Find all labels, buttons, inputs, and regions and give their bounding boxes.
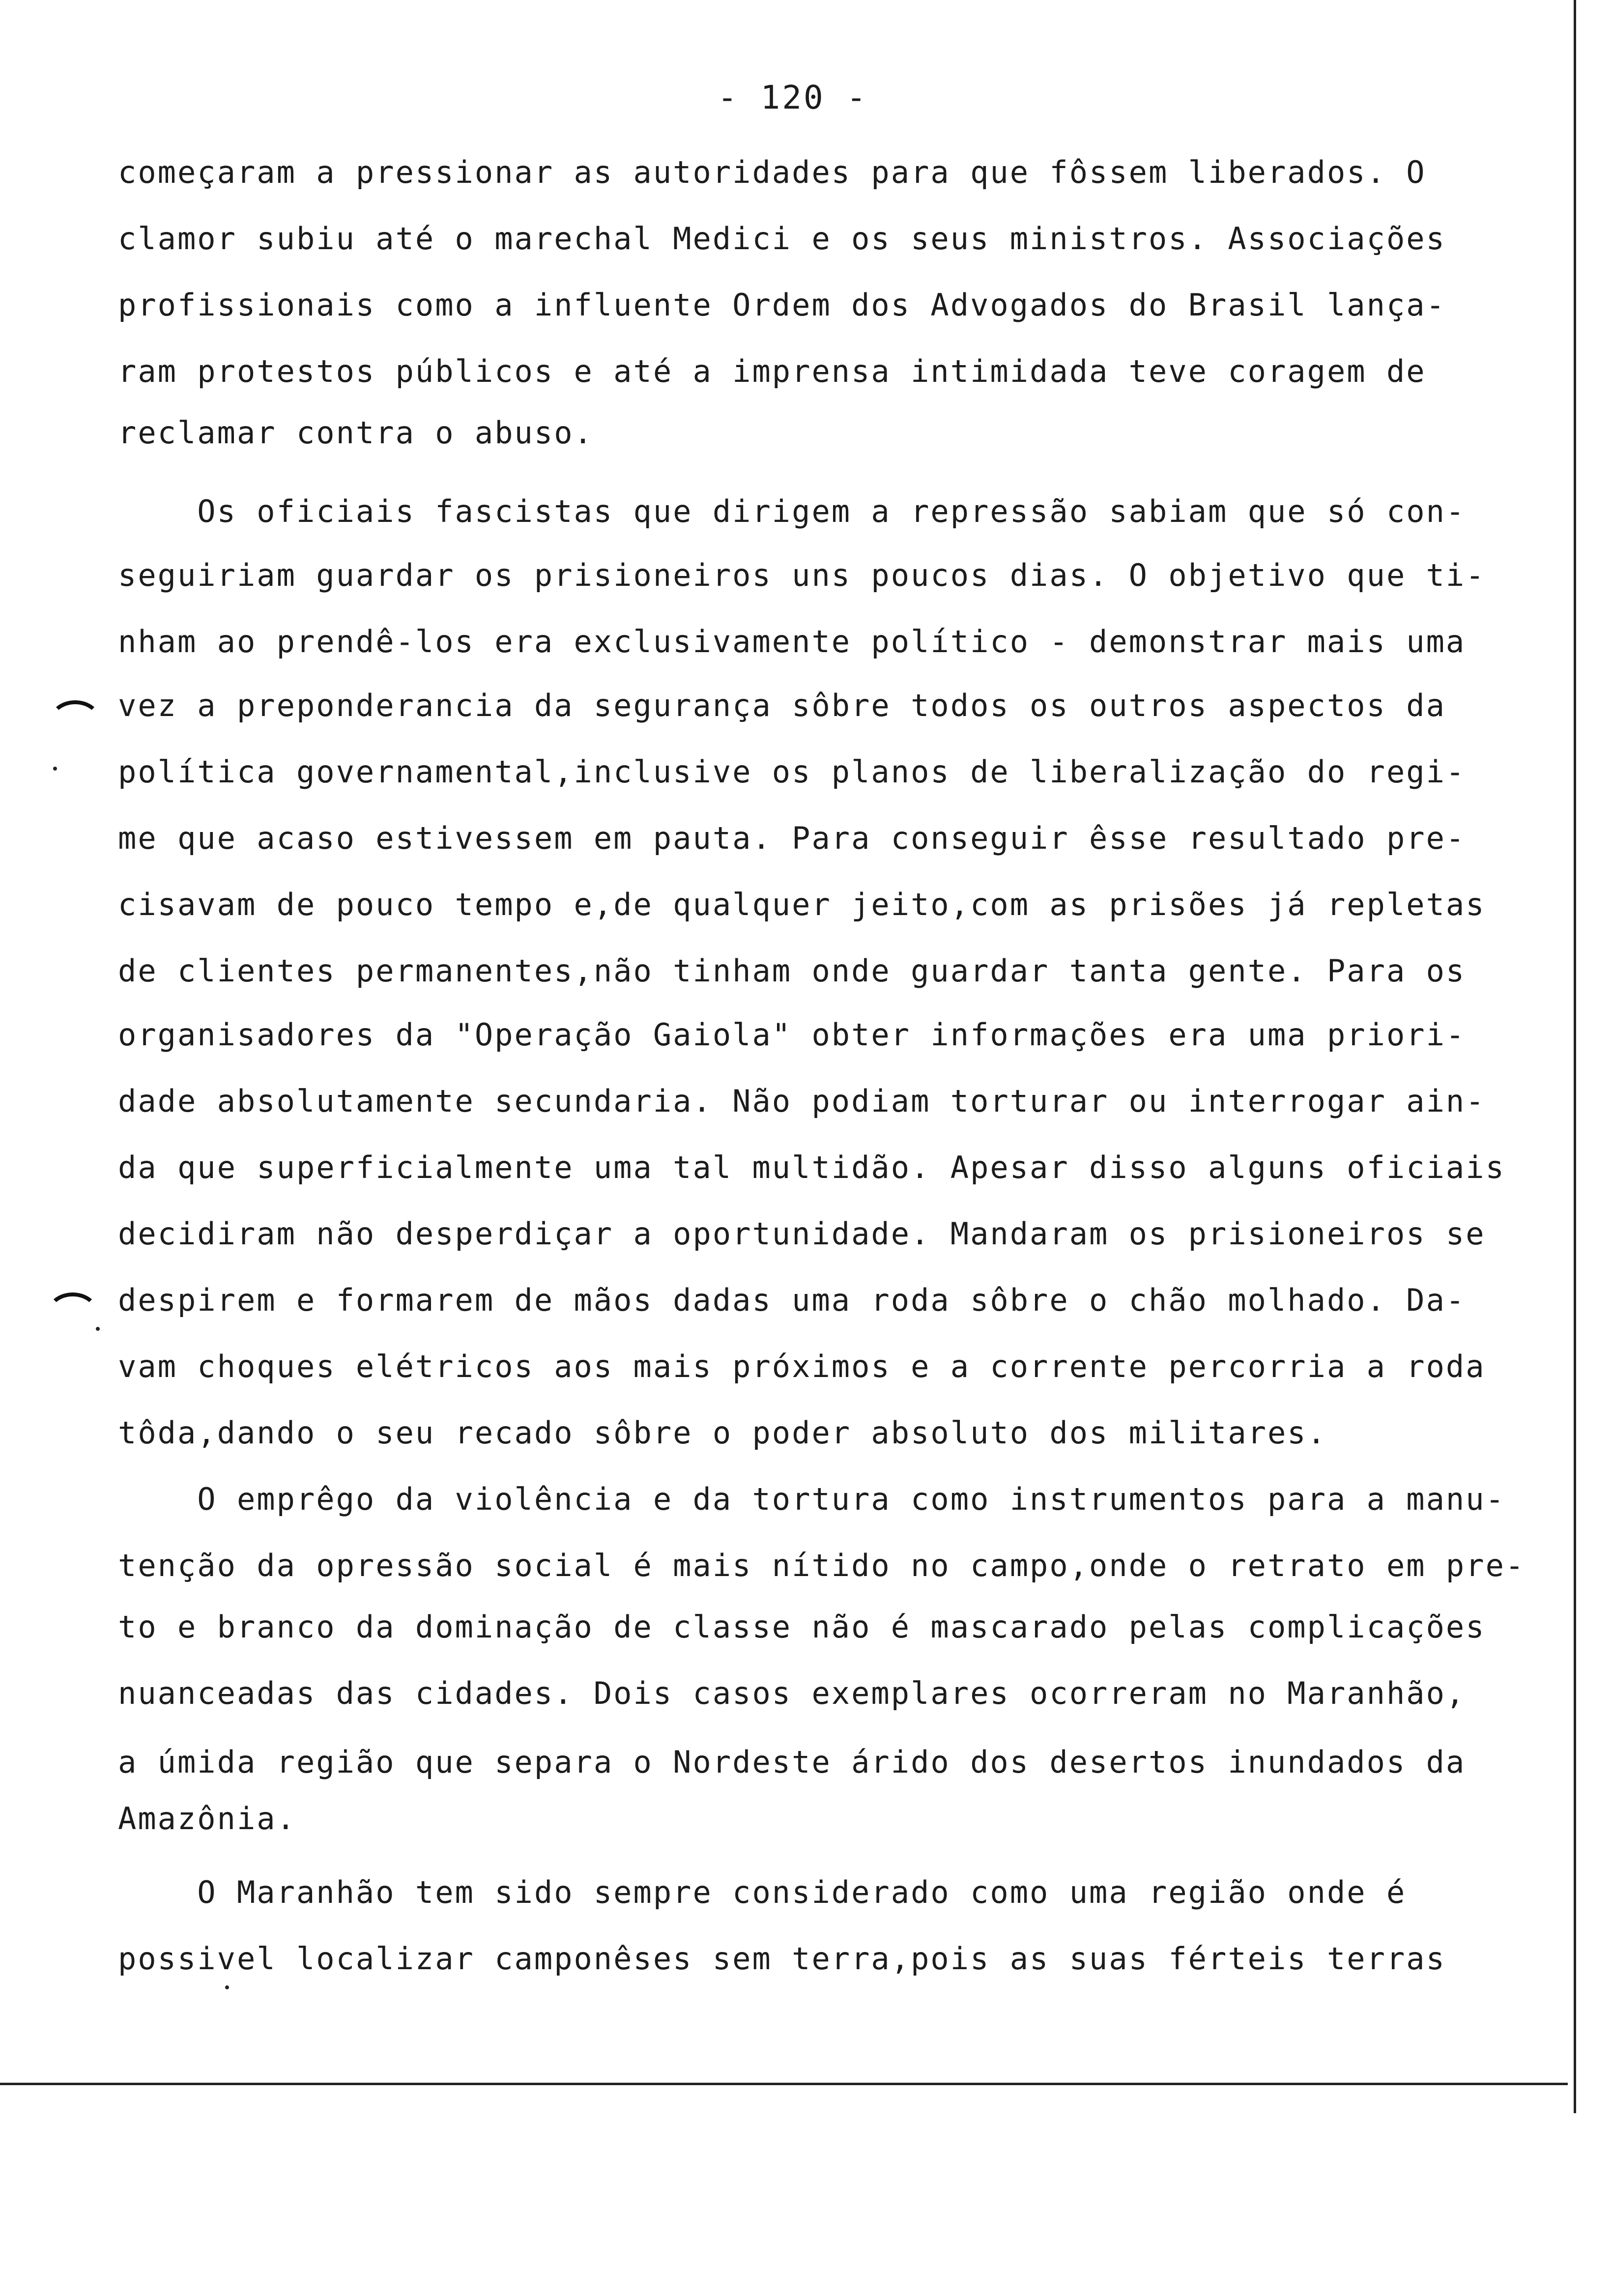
ink-speck [53, 767, 57, 771]
text-line: Amazônia. [118, 1801, 296, 1837]
text-line: a úmida região que separa o Nordeste árido dos desertos inundados da [118, 1744, 1466, 1780]
page-number: - 120 - [718, 79, 868, 116]
text-line: dade absolutamente secundaria. Não podiam torturar ou interrogar ain- [118, 1083, 1486, 1119]
text-line: despirem e formarem de mãos dadas uma roda sôbre o chão molhado. Da- [118, 1282, 1466, 1318]
text-line: reclamar contra o abuso. [118, 415, 594, 451]
margin-mark [47, 1292, 99, 1335]
text-line: tenção da opressão social é mais nítido no campo,onde o retrato em pre- [118, 1548, 1526, 1583]
right-margin-line [1574, 0, 1576, 2113]
text-line: política governamental,inclusive os planos de liberalização do regi- [118, 754, 1466, 790]
text-line: me que acaso estivessem em pauta. Para conseguir êsse resultado pre- [118, 820, 1466, 856]
text-line: da que superficialmente uma tal multidão. Apesar disso alguns oficiais [118, 1149, 1505, 1185]
text-line: nuanceadas das cidades. Dois casos exemplares ocorreram no Maranhão, [118, 1675, 1466, 1711]
text-line: Os oficiais fascistas que dirigem a repressão sabiam que só con- [118, 493, 1466, 529]
text-line: cisavam de pouco tempo e,de qualquer jeito,com as prisões já repletas [118, 887, 1486, 922]
text-line: possivel localizar camponêses sem terra,pois as suas férteis terras [118, 1941, 1446, 1977]
bottom-rule [0, 2083, 1568, 2085]
text-line: to e branco da dominação de classe não é mascarado pelas complicações [118, 1609, 1486, 1645]
margin-mark [49, 700, 101, 743]
text-line: O Maranhão tem sido sempre considerado como uma região onde é [118, 1874, 1407, 1910]
text-line: O emprêgo da violência e da tortura como instrumentos para a manu- [118, 1481, 1505, 1517]
text-line: vam choques elétricos aos mais próximos e a corrente percorria a roda [118, 1349, 1486, 1384]
text-line: ram protestos públicos e até a imprensa intimidada teve coragem de [118, 353, 1426, 389]
text-line: vez a preponderancia da segurança sôbre todos os outros aspectos da [118, 688, 1446, 723]
ink-speck [225, 1985, 229, 1989]
text-line: começaram a pressionar as autoridades para que fôssem liberados. O [118, 154, 1426, 190]
text-line: tôda,dando o seu recado sôbre o poder absoluto dos militares. [118, 1415, 1327, 1451]
text-line: organisadores da "Operação Gaiola" obter informações era uma priori- [118, 1017, 1466, 1053]
ink-speck [96, 1327, 100, 1331]
text-line: decidiram não desperdiçar a oportunidade. Mandaram os prisioneiros se [118, 1216, 1486, 1252]
text-line: seguiriam guardar os prisioneiros uns poucos dias. O objetivo que ti- [118, 557, 1486, 593]
text-line: nham ao prendê-los era exclusivamente político - demonstrar mais uma [118, 624, 1466, 660]
text-line: profissionais como a influente Ordem dos Advogados do Brasil lança- [118, 287, 1446, 323]
text-line: clamor subiu até o marechal Medici e os seus ministros. Associações [118, 221, 1446, 257]
text-line: de clientes permanentes,não tinham onde guardar tanta gente. Para os [118, 953, 1466, 989]
